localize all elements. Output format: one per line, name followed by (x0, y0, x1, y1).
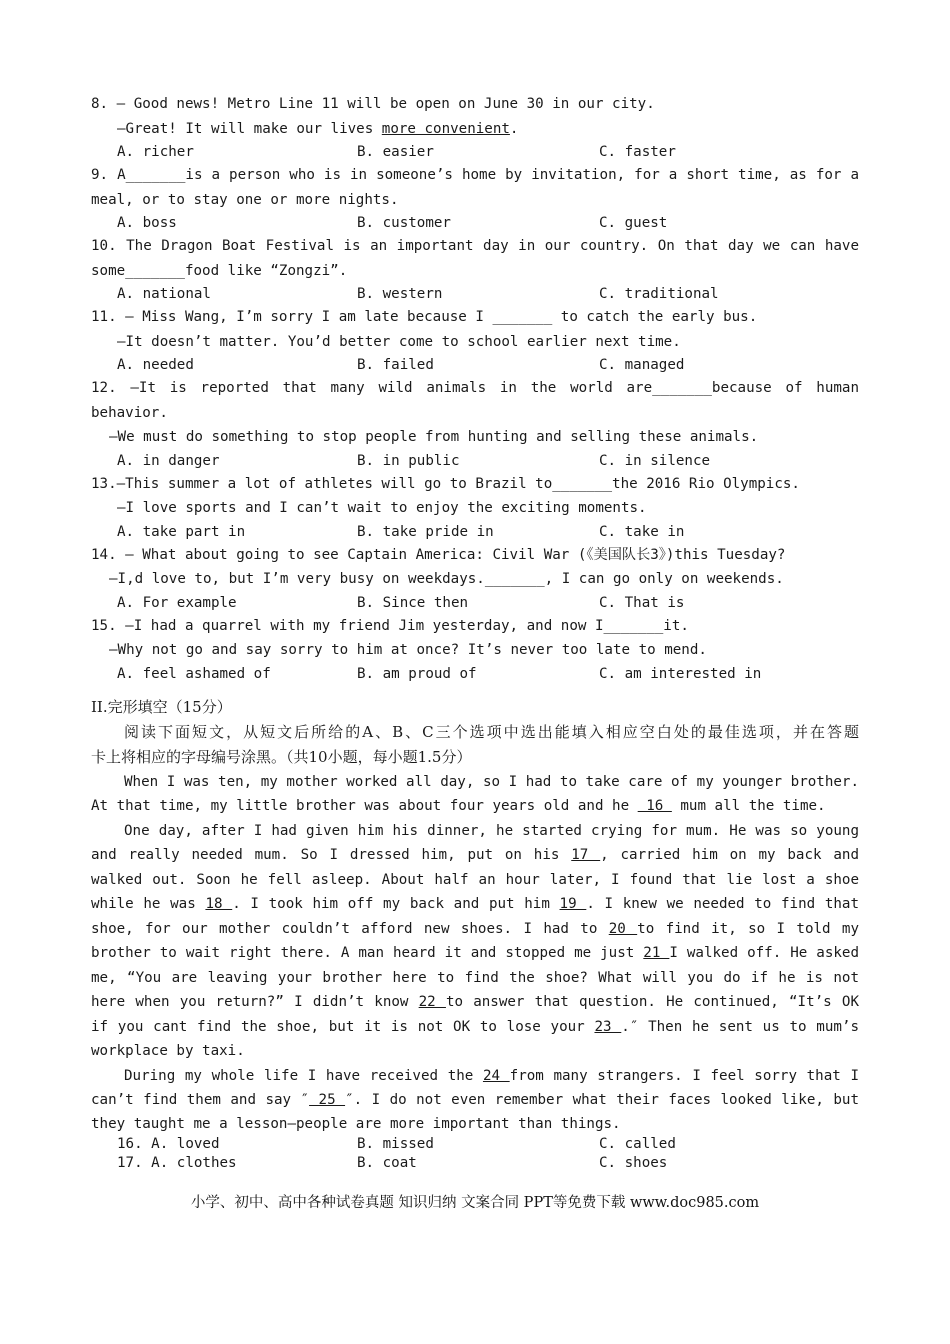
option-b: B. in public (357, 452, 460, 469)
option-a: A. boss (117, 215, 177, 231)
question-10-options (91, 283, 859, 305)
question-11-reply: —It doesn’t matter. You’d better come to school earlier next time. (117, 333, 681, 350)
blank-16: 16 (637, 798, 672, 814)
reply-end: . (509, 120, 519, 137)
question-11-stem: 11. — Miss Wang, I’m sorry I am late because I _______ to catch the early bus. (91, 309, 758, 325)
option-a: A. For example (117, 594, 237, 611)
text: . I took him off my back and put him (232, 896, 560, 912)
passage-line-7 (91, 917, 859, 942)
option-b: B. Since then (357, 594, 469, 611)
question-9-line-1: 9. A_______is a person who is in someone’s home by invitation, for a short time, as for a (91, 167, 859, 183)
text: ″. I do not even remember what their faces looked like, but (345, 1092, 859, 1108)
passage-line-5: walked out. Soon he fell asleep. About half an hour later, I found that lie lost a shoe (91, 871, 859, 888)
text: and really needed mum. So I dressed him, put on his (91, 847, 572, 863)
option-a: A. in danger (117, 452, 220, 469)
question-14-reply: —I,d love to, but I’m very busy on weekdays._______, I can go only on weekends. (109, 571, 784, 587)
option-c: C. in silence (599, 452, 711, 469)
option-c: C. managed (599, 357, 685, 373)
option-c: C. take in (599, 523, 685, 540)
passage-line-6 (91, 892, 859, 917)
option-c: C. called (599, 1135, 676, 1152)
blank-19: 19 (559, 896, 587, 912)
passage-line-13 (91, 1064, 859, 1089)
blank-25: 25 (309, 1092, 346, 1108)
option-b: B. western (357, 286, 443, 302)
instruction-line-1: 阅读下面短文，从短文后所给的A、B、C三个选项中选出能填入相应空白处的最佳选项，并在答题 (124, 722, 859, 741)
option-a: A. richer (117, 144, 194, 160)
option-a: A. take part in (117, 523, 246, 540)
question-10-line-1: 10. The Dragon Boat Festival is an important day in our country. On that day we can have (91, 238, 859, 254)
option-b: B. failed (357, 357, 434, 373)
blank-22: 22 (418, 994, 446, 1010)
passage-line-15: they taught me a lesson—people are more important than things. (91, 1115, 621, 1132)
option-b: B. take pride in (357, 523, 494, 540)
reply-text: —Great! It will make our lives (117, 120, 382, 137)
text: to find it, so I told my (637, 920, 859, 937)
question-15-reply: —Why not go and say sorry to him at once? It’s never too late to mend. (109, 642, 707, 658)
section-title: II.完形填空（15分） (91, 697, 232, 716)
text: shoe, for our mother couldn’t afford new shoes. I had to (91, 920, 609, 937)
underlined-phrase: more convenient (381, 120, 510, 137)
option-a: 16. A. loved (117, 1135, 220, 1152)
option-c: C. shoes (599, 1154, 668, 1171)
option-b: B. coat (357, 1154, 417, 1171)
blank-20: 20 (608, 920, 638, 937)
option-b: B. missed (357, 1135, 434, 1152)
text: mum all the time. (671, 798, 826, 814)
option-a: A. feel ashamed of (117, 665, 271, 682)
option-c: C. am interested in (599, 665, 762, 682)
option-c: C. faster (599, 144, 676, 160)
question-15-options (91, 663, 859, 685)
blank-24: 24 (482, 1067, 510, 1084)
passage-line-4 (91, 843, 859, 868)
passage-line-11 (91, 1015, 859, 1040)
text: can’t find them and say ″ (91, 1092, 310, 1108)
text: .″ Then he sent us to mum’s (621, 1018, 859, 1035)
option-b: B. am proud of (357, 665, 477, 682)
instruction-line-2: 卡上将相应的字母编号涂黑。（共10小题，每小题1.5分） (91, 747, 472, 766)
passage-line-3: One day, after I had given him his dinner, he started crying for mum. He was so young (124, 822, 859, 839)
question-9-line-2: meal, or to stay one or more nights. (91, 191, 399, 208)
question-13-options (91, 521, 859, 543)
question-9-options (91, 212, 859, 234)
option-b: B. customer (357, 215, 451, 231)
question-11-options (91, 354, 859, 376)
passage-line-1: When I was ten, my mother worked all day, so I had to take care of my younger brother. (124, 773, 859, 790)
question-13-stem: 13.—This summer a lot of athletes will go to Brazil to_______the 2016 Rio Olympics. (91, 475, 800, 492)
question-17-options (91, 1154, 859, 1173)
question-12-line-2: behavior. (91, 404, 168, 421)
option-b: B. easier (357, 144, 434, 160)
passage-line-14 (91, 1088, 859, 1113)
question-12-line-1: 12. —It is reported that many wild animals in the world are_______because of human (91, 380, 859, 396)
option-a: A. needed (117, 357, 194, 373)
passage-line-9: me, “You are leaving your brother here to find the shoe? What will you do if he is not (91, 969, 859, 986)
blank-23: 23 (594, 1018, 622, 1035)
blank-17: 17 (571, 847, 601, 863)
question-14-options (91, 592, 859, 614)
question-10-line-2: some_______food like “Zongzi”. (91, 262, 348, 279)
passage-line-12: workplace by taxi. (91, 1043, 245, 1059)
text: while he was (91, 896, 206, 912)
page-footer: 小学、初中、高中各种试卷真题 知识归纳 文案合同 PPT等免费下载 www.doc985.com (190, 1195, 760, 1211)
passage-line-8 (91, 941, 859, 966)
question-13-reply: —I love sports and I can’t wait to enjoy the exciting moments. (117, 500, 647, 516)
text: here when you return?” I didn’t know (91, 994, 419, 1010)
text: from many strangers. I feel sorry that I (509, 1067, 859, 1084)
text: to answer that question. He continued, “It’s OK (445, 994, 859, 1010)
text: I walked off. He asked (669, 945, 859, 961)
option-c: C. traditional (599, 286, 719, 302)
exam-page (91, 92, 859, 1173)
section-instructions (91, 720, 859, 770)
option-c: C. That is (599, 594, 685, 611)
blank-21: 21 (643, 945, 670, 961)
question-8-reply (91, 117, 859, 142)
question-8-options (91, 141, 859, 163)
text: if you cant find the shoe, but it is not OK to lose your (91, 1018, 595, 1035)
passage-line-2 (91, 794, 859, 819)
option-a: 17. A. clothes (117, 1154, 237, 1171)
text: brother to wait right there. A man heard it and stopped me just (91, 945, 644, 961)
option-a: A. national (117, 286, 211, 302)
blank-18: 18 (205, 896, 233, 912)
text: At that time, my little brother was about four years old and he (91, 798, 638, 814)
question-15-stem: 15. —I had a quarrel with my friend Jim yesterday, and now I_______it. (91, 617, 689, 634)
text: , carried him on my back and (600, 847, 859, 863)
question-8-stem: 8. — Good news! Metro Line 11 will be open on June 30 in our city. (91, 96, 655, 112)
passage-line-10 (91, 990, 859, 1015)
question-14-stem: 14. — What about going to see Captain America: Civil War (《美国队长3》)this Tuesday? (91, 546, 786, 563)
option-c: C. guest (599, 215, 668, 231)
text: During my whole life I have received the (124, 1067, 483, 1084)
question-12-reply: —We must do something to stop people from hunting and selling these animals. (109, 429, 759, 445)
question-16-options (91, 1135, 859, 1154)
question-12-options (91, 450, 859, 472)
text: . I knew we needed to find that (586, 896, 859, 912)
